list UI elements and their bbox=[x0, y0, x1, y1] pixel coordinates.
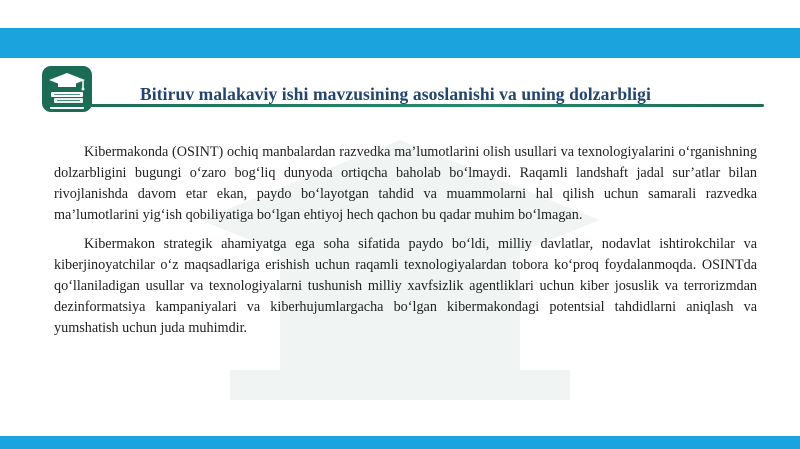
bottom-accent-bar bbox=[0, 436, 800, 449]
paragraph-1: Kibermakonda (OSINT) ochiq manbalardan razvedka ma’lumotlarini olish usullari va texnologiyalarini o‘rganishning dolzarbligini bugungi o‘zaro bog‘liq dunyoda ortiqcha baholab bo‘lmaydi. Raqamli landshaft jadal sur’atlar bilan rivojlanishda davom etar ekan, paydo bo‘layotgan tahdid va muammolarni hal qilish uchun samarali razvedka ma’lumotlarini yig‘ish qobiliyatiga bo‘lgan ehtiyoj hech qachon bu qadar muhim bo‘lmagan. bbox=[54, 144, 757, 223]
page-title: Bitiruv malakaviy ishi mavzusining asoslanishi va uning dolzarbligi bbox=[140, 84, 651, 104]
slide-body bbox=[54, 142, 757, 347]
top-accent-bar bbox=[0, 28, 800, 58]
title-underline bbox=[48, 104, 764, 107]
top-margin bbox=[0, 0, 800, 28]
paragraph-2: Kibermakon strategik ahamiyatga ega soha sifatida paydo bo‘ldi, milliy davlatlar, nodavlat ishtirokchilar va kiberjinoyatchilar o‘z maqsadlariga erishish uchun raqamli texnologiyalardan tobora ko‘proq foydalanmoqda. OSINTda qo‘llaniladigan usullar va texnologiyalarni tushunish milliy xavfsizlik agentliklari uchun kiber josuslik va terrorizmdan dezinformatsiya kampaniyalari va kiberhujumlargacha bo‘lgan kibermakondagi potentsial tahdidlarni aniqlash va yumshatish uchun juda muhimdir. bbox=[54, 236, 757, 336]
